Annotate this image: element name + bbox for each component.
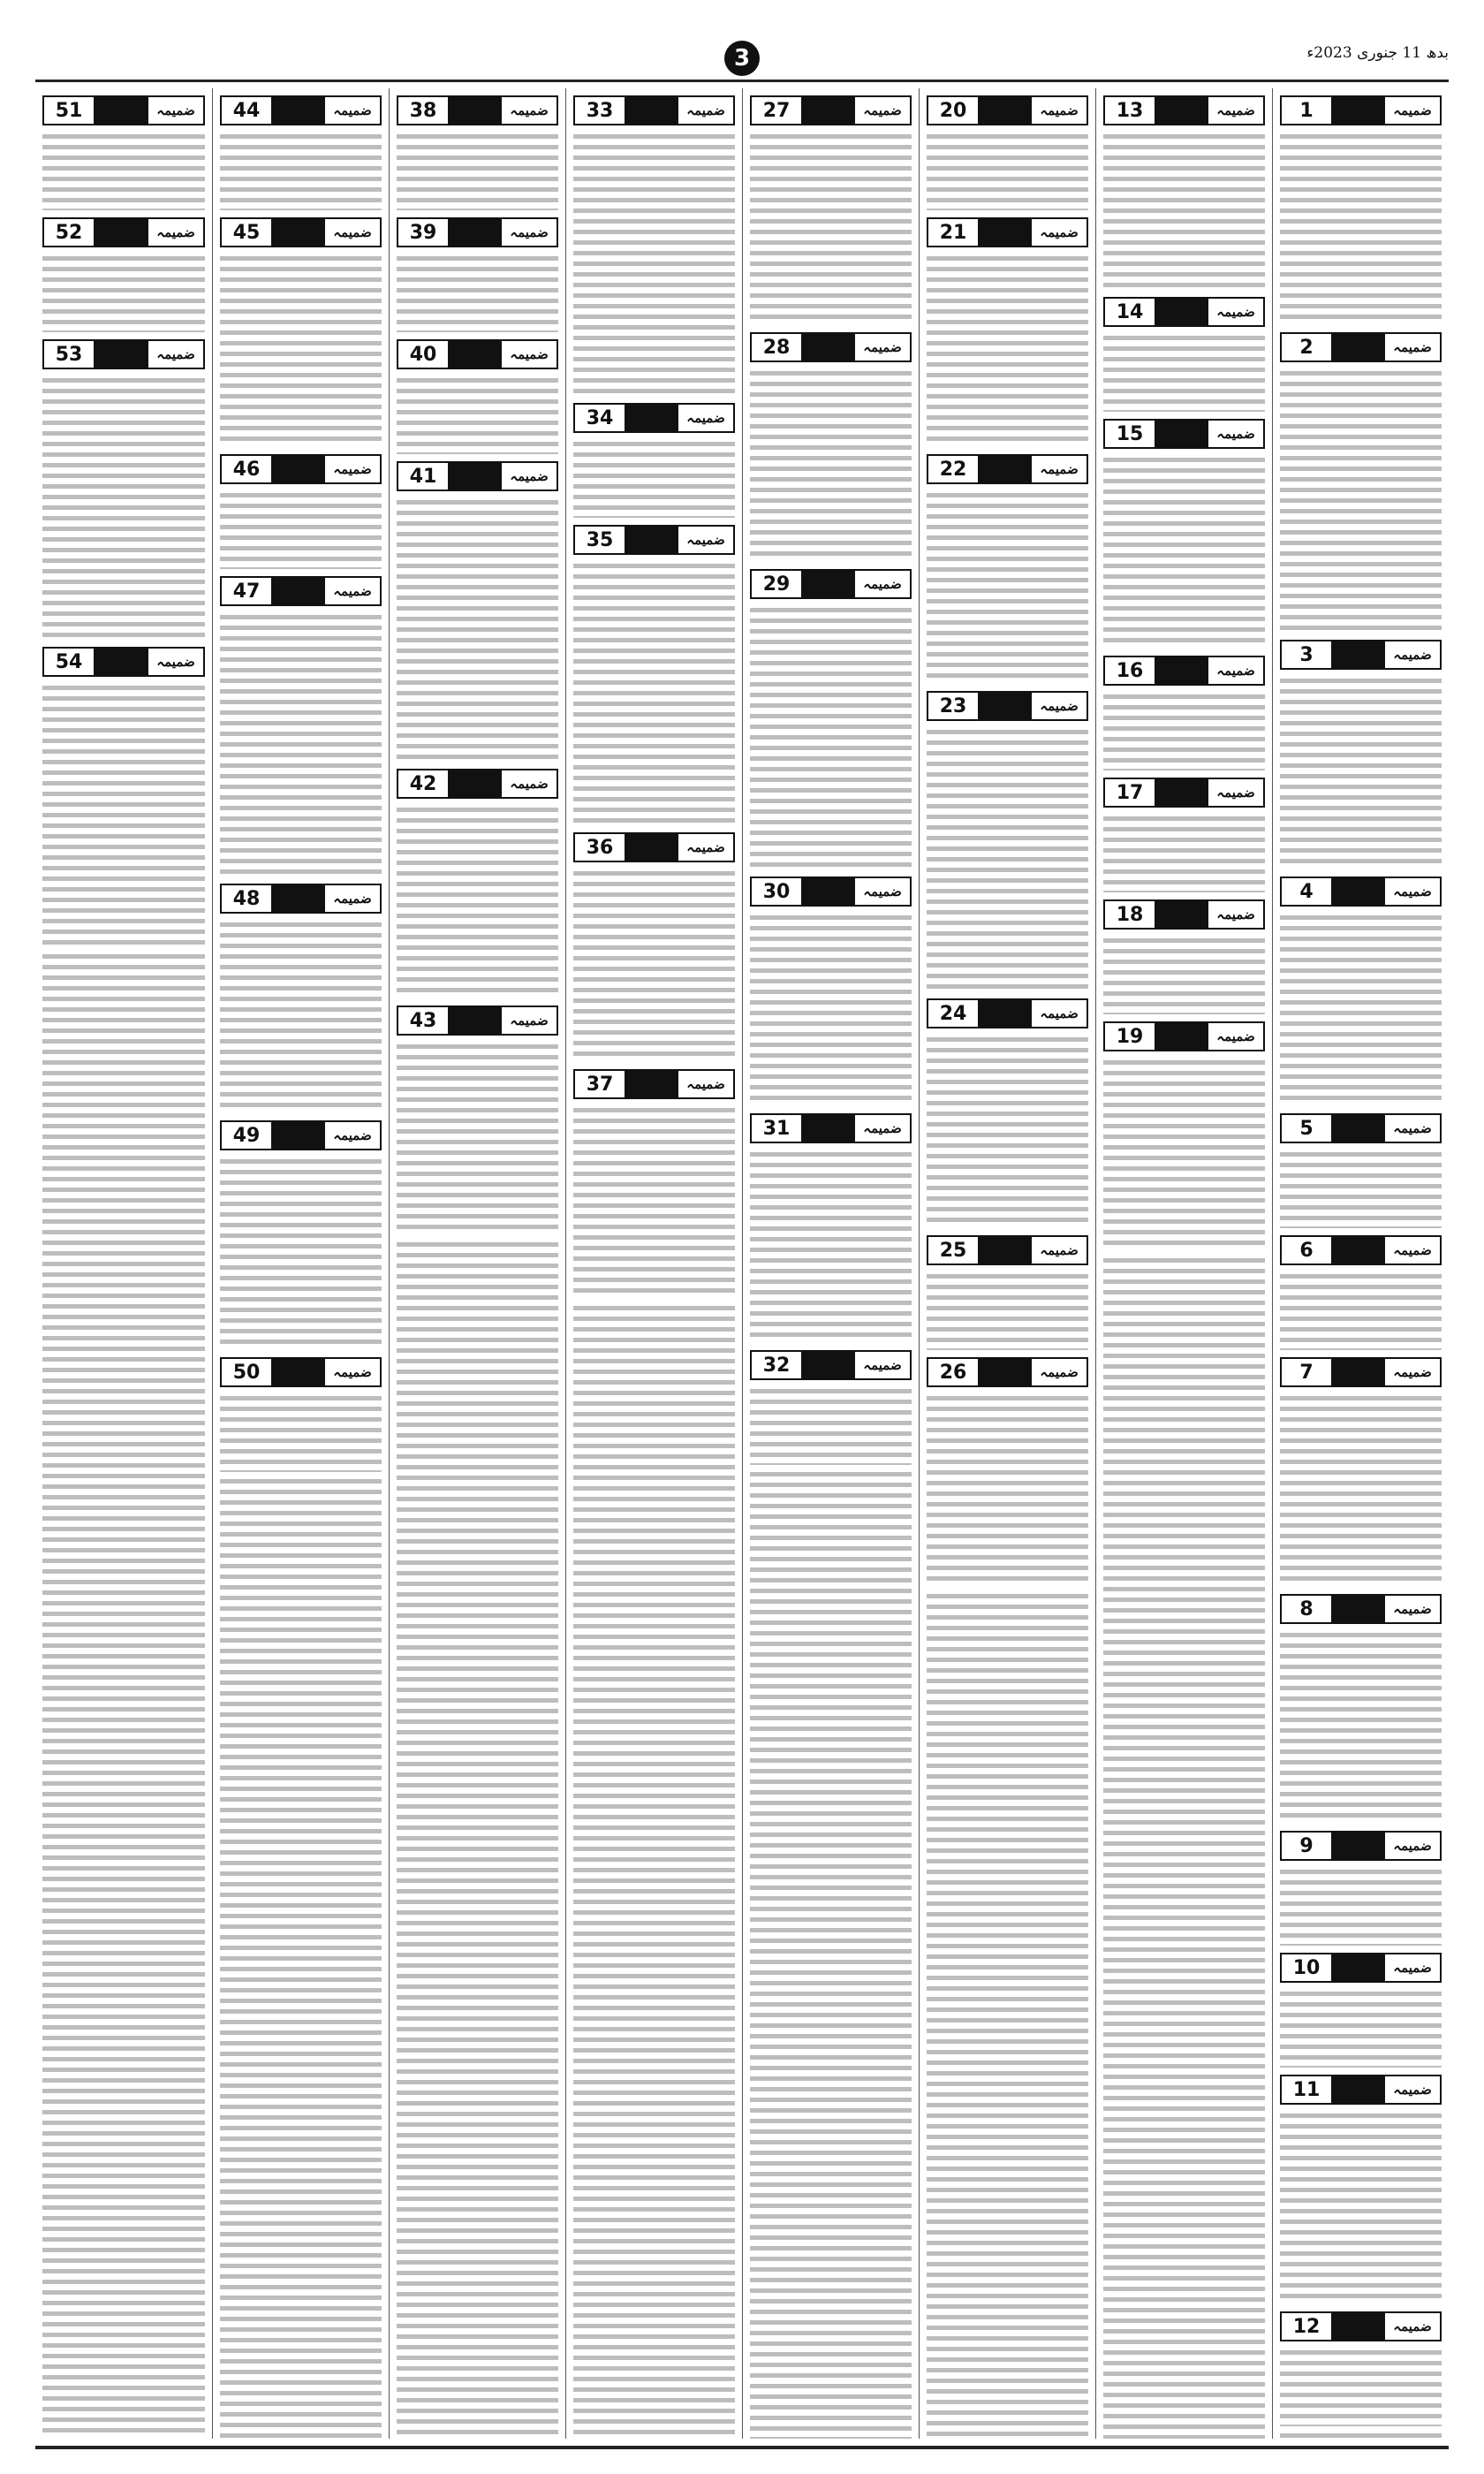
ad-header: [573, 95, 735, 125]
ad-header: [573, 832, 735, 862]
ad-section-label: ضمیمہ: [1385, 97, 1440, 124]
ad-header-bar: [1155, 97, 1208, 124]
ad-header: [1280, 2075, 1442, 2105]
ad-header: [1103, 778, 1265, 808]
ad-body-text: [1280, 131, 1442, 325]
ad-header-bar: [625, 97, 678, 124]
ad-header: [397, 217, 558, 247]
ad-header: [1280, 877, 1442, 907]
ad-number: 9: [1282, 1833, 1331, 1859]
ad-section-label: ضمیمہ: [1208, 901, 1263, 928]
ad-section-label: ضمیمہ: [855, 1352, 910, 1378]
ad-section-label: ضمیمہ: [148, 219, 203, 246]
ad-section-label: ضمیمہ: [678, 405, 733, 431]
ad-header-bar: [1331, 97, 1385, 124]
ad-number: 37: [575, 1071, 625, 1097]
ad-header: [220, 217, 382, 247]
ad-header-bar: [271, 578, 325, 604]
ad-header-bar: [978, 1359, 1032, 1385]
ad-number: 33: [575, 97, 625, 124]
ad-header: [220, 1120, 382, 1150]
column-body-text: [397, 1239, 558, 2439]
ad-body-text: [1280, 1393, 1442, 1587]
ad-header-bar: [1331, 1237, 1385, 1264]
ad-header-bar: [978, 456, 1032, 482]
ad-body-text: [1280, 1629, 1442, 1824]
ad-header-bar: [271, 1359, 325, 1385]
header-rule: [35, 80, 1449, 82]
ad-number: 26: [928, 1359, 978, 1385]
ad-section-label: ضمیمہ: [1208, 421, 1263, 447]
ad-header: [1280, 332, 1442, 362]
ad-header: [220, 1357, 382, 1387]
ad-number: 25: [928, 1237, 978, 1264]
ad-body-text: [397, 804, 558, 998]
ad-section-label: ضمیمہ: [325, 578, 380, 604]
ad-header: [750, 877, 912, 907]
ad-header: [927, 217, 1088, 247]
ad-header-bar: [271, 1122, 325, 1149]
ad-header-bar: [1331, 1954, 1385, 1981]
ad-header-bar: [1331, 2076, 1385, 2103]
ad-section-label: ضمیمہ: [1208, 1023, 1263, 1050]
ad-number: 31: [752, 1115, 801, 1142]
ad-number: 24: [928, 1000, 978, 1027]
column-body-text: [42, 951, 205, 2439]
ad-header: [397, 769, 558, 799]
ad-body-text: [42, 131, 205, 210]
ad-header: [220, 884, 382, 914]
ad-body-text: [1280, 2110, 1442, 2304]
ad-header: [1280, 95, 1442, 125]
ad-header-bar: [448, 463, 502, 489]
ad-header: [220, 95, 382, 125]
ad-body-text: [750, 131, 912, 325]
ad-body-text: [927, 1034, 1088, 1228]
ad-header-bar: [1331, 1833, 1385, 1859]
ad-section-label: ضمیمہ: [325, 1359, 380, 1385]
ad-header-bar: [625, 405, 678, 431]
ad-body-text: [220, 131, 382, 210]
ad-number: 14: [1105, 299, 1155, 325]
column-body-text: [927, 1590, 1088, 2439]
ad-body-text: [1280, 1988, 1442, 2068]
ad-section-label: ضمیمہ: [678, 1071, 733, 1097]
ad-number: 38: [398, 97, 448, 124]
newspaper-columns: [35, 88, 1449, 2439]
ad-body-text: [927, 253, 1088, 447]
ad-number: 10: [1282, 1954, 1331, 1981]
ad-number: 54: [44, 649, 94, 675]
ad-number: 16: [1105, 657, 1155, 684]
ad-header: [1280, 1594, 1442, 1624]
ad-header-bar: [1331, 2313, 1385, 2340]
ad-header-bar: [448, 219, 502, 246]
ad-body-text: [1103, 332, 1265, 412]
ad-number: 7: [1282, 1359, 1331, 1385]
ad-number: 8: [1282, 1596, 1331, 1622]
ad-section-label: ضمیمہ: [1385, 334, 1440, 360]
ad-body-text: [220, 1156, 382, 1350]
ad-number: 15: [1105, 421, 1155, 447]
ad-section-label: ضمیمہ: [148, 649, 203, 675]
ad-header-bar: [271, 219, 325, 246]
ad-section-label: ضمیمہ: [1385, 1359, 1440, 1385]
ad-number: 41: [398, 463, 448, 489]
ad-section-label: ضمیمہ: [1385, 1954, 1440, 1981]
ad-header: [1103, 1021, 1265, 1051]
ad-number: 42: [398, 770, 448, 797]
ad-header-bar: [94, 97, 148, 124]
ad-number: 20: [928, 97, 978, 124]
ad-header: [42, 339, 205, 369]
ad-header: [750, 569, 912, 599]
ad-body-text: [927, 131, 1088, 210]
ad-body-text: [573, 438, 735, 518]
ad-header-bar: [271, 97, 325, 124]
ad-header: [1280, 1953, 1442, 1983]
ad-number: 29: [752, 571, 801, 597]
ad-header: [1103, 297, 1265, 327]
ad-header-bar: [978, 97, 1032, 124]
ad-header-bar: [1155, 901, 1208, 928]
ad-header-bar: [801, 1115, 855, 1142]
ad-section-label: ضمیمہ: [1208, 299, 1263, 325]
ad-number: 6: [1282, 1237, 1331, 1264]
ad-column: [1272, 88, 1449, 2439]
ad-number: 48: [222, 885, 271, 912]
ad-header: [42, 95, 205, 125]
ad-header: [573, 525, 735, 555]
ad-number: 43: [398, 1007, 448, 1034]
ad-section-label: ضمیمہ: [1032, 97, 1086, 124]
ad-header: [1280, 640, 1442, 670]
ad-section-label: ضمیمہ: [855, 571, 910, 597]
ad-section-label: ضمیمہ: [1032, 1237, 1086, 1264]
ad-section-label: ضمیمہ: [855, 334, 910, 360]
ad-body-text: [397, 253, 558, 332]
ad-number: 17: [1105, 779, 1155, 806]
ad-body-text: [220, 611, 382, 877]
page-number-badge: 3: [724, 41, 760, 76]
ad-section-label: ضمیمہ: [502, 341, 556, 368]
ad-section-label: ضمیمہ: [1032, 1000, 1086, 1027]
ad-section-label: ضمیمہ: [1032, 1359, 1086, 1385]
ad-header: [927, 1235, 1088, 1265]
ad-number: 40: [398, 341, 448, 368]
ad-section-label: ضمیمہ: [1385, 1833, 1440, 1859]
ad-header: [220, 454, 382, 484]
ad-body-text: [397, 497, 558, 762]
ad-section-label: ضمیمہ: [678, 97, 733, 124]
ad-number: 34: [575, 405, 625, 431]
ad-section-label: ضمیمہ: [148, 341, 203, 368]
ad-number: 21: [928, 219, 978, 246]
ad-header-bar: [801, 97, 855, 124]
ad-section-label: ضمیمہ: [502, 770, 556, 797]
ad-body-text: [573, 560, 735, 825]
ad-body-text: [1280, 368, 1442, 633]
ad-header: [397, 95, 558, 125]
ad-column: [565, 88, 742, 2439]
ad-section-label: ضمیمہ: [1385, 878, 1440, 905]
ad-header: [750, 1113, 912, 1143]
ad-column: [35, 88, 212, 2439]
ad-header-bar: [801, 878, 855, 905]
ad-number: 51: [44, 97, 94, 124]
ad-header-bar: [801, 1352, 855, 1378]
ad-header-bar: [978, 693, 1032, 719]
ad-section-label: ضمیمہ: [855, 1115, 910, 1142]
ad-body-text: [397, 1041, 558, 1235]
ad-number: 32: [752, 1352, 801, 1378]
ad-header-bar: [625, 527, 678, 553]
ad-section-label: ضمیمہ: [325, 1122, 380, 1149]
ad-header: [1103, 95, 1265, 125]
ad-section-label: ضمیمہ: [325, 97, 380, 124]
ad-body-text: [220, 489, 382, 569]
ad-body-text: [750, 368, 912, 562]
ad-column: [212, 88, 389, 2439]
ad-header-bar: [448, 770, 502, 797]
ad-header-bar: [448, 341, 502, 368]
ad-header-bar: [978, 1237, 1032, 1264]
ad-section-label: ضمیمہ: [1385, 2076, 1440, 2103]
column-body-text: [220, 1476, 382, 2439]
column-body-text: [750, 1468, 912, 2439]
ad-body-text: [1280, 1149, 1442, 1228]
ad-number: 39: [398, 219, 448, 246]
ad-header: [1103, 899, 1265, 930]
ad-body-text: [573, 131, 735, 396]
ad-body-text: [573, 868, 735, 1062]
ad-number: 2: [1282, 334, 1331, 360]
ad-number: 47: [222, 578, 271, 604]
ad-section-label: ضمیمہ: [1032, 456, 1086, 482]
ad-body-text: [750, 912, 912, 1106]
ad-header: [220, 576, 382, 606]
ad-header-bar: [448, 1007, 502, 1034]
ad-body-text: [1280, 675, 1442, 869]
ad-header-bar: [625, 834, 678, 861]
ad-header: [927, 454, 1088, 484]
ad-header-bar: [1331, 641, 1385, 668]
ad-body-text: [573, 1104, 735, 1299]
ad-header-bar: [94, 341, 148, 368]
ad-header-bar: [1155, 657, 1208, 684]
date-line: بدھ 11 جنوری 2023ء: [1306, 44, 1449, 62]
ad-section-label: ضمیمہ: [1032, 693, 1086, 719]
ad-body-text: [220, 253, 382, 447]
ad-section-label: ضمیمہ: [1208, 779, 1263, 806]
ad-section-label: ضمیمہ: [855, 97, 910, 124]
ad-body-text: [1103, 813, 1265, 892]
ad-number: 30: [752, 878, 801, 905]
ad-section-label: ضمیمہ: [502, 97, 556, 124]
ad-header-bar: [1155, 779, 1208, 806]
column-body-text: [1280, 2430, 1442, 2439]
ad-header-bar: [1331, 334, 1385, 360]
ad-section-label: ضمیمہ: [1208, 657, 1263, 684]
ad-column: [389, 88, 565, 2439]
ad-header-bar: [1331, 1596, 1385, 1622]
ad-header-bar: [1331, 878, 1385, 905]
ad-section-label: ضمیمہ: [502, 463, 556, 489]
ad-header-bar: [271, 885, 325, 912]
ad-body-text: [750, 1385, 912, 1465]
ad-number: 19: [1105, 1023, 1155, 1050]
ad-section-label: ضمیمہ: [1385, 641, 1440, 668]
ad-number: 18: [1105, 901, 1155, 928]
ad-body-text: [1103, 131, 1265, 290]
ad-number: 12: [1282, 2313, 1331, 2340]
ad-body-text: [1103, 935, 1265, 1014]
footer-rule: [35, 2446, 1449, 2449]
ad-header-bar: [1155, 421, 1208, 447]
ad-header-bar: [801, 571, 855, 597]
ad-section-label: ضمیمہ: [148, 97, 203, 124]
ad-header-bar: [1331, 1359, 1385, 1385]
ad-body-text: [750, 1149, 912, 1343]
ad-header-bar: [978, 1000, 1032, 1027]
ad-number: 28: [752, 334, 801, 360]
column-body-text: [573, 1302, 735, 2439]
ad-section-label: ضمیمہ: [1385, 1596, 1440, 1622]
ad-body-text: [42, 682, 205, 947]
ad-body-text: [1103, 691, 1265, 770]
ad-number: 52: [44, 219, 94, 246]
ad-body-text: [927, 1393, 1088, 1587]
ad-header: [42, 217, 205, 247]
ad-header: [1280, 1357, 1442, 1387]
ad-section-label: ضمیمہ: [678, 834, 733, 861]
ad-header: [1280, 1113, 1442, 1143]
ad-header-bar: [801, 334, 855, 360]
ad-section-label: ضمیمہ: [1385, 2313, 1440, 2340]
ad-body-text: [397, 131, 558, 210]
ad-section-label: ضمیمہ: [678, 527, 733, 553]
ad-section-label: ضمیمہ: [1385, 1115, 1440, 1142]
ad-section-label: ضمیمہ: [502, 1007, 556, 1034]
ad-header-bar: [1155, 299, 1208, 325]
ad-header: [573, 403, 735, 433]
ad-number: 36: [575, 834, 625, 861]
ad-section-label: ضمیمہ: [1208, 97, 1263, 124]
ad-header: [750, 95, 912, 125]
ad-body-text: [1280, 1271, 1442, 1350]
ad-section-label: ضمیمہ: [855, 878, 910, 905]
ad-number: 23: [928, 693, 978, 719]
ad-number: 1: [1282, 97, 1331, 124]
ad-number: 46: [222, 456, 271, 482]
ad-body-text: [220, 1393, 382, 1472]
ad-body-text: [927, 489, 1088, 684]
ad-header: [397, 339, 558, 369]
ad-header: [750, 1350, 912, 1380]
ad-header: [927, 691, 1088, 721]
ad-body-text: [927, 726, 1088, 991]
ad-number: 35: [575, 527, 625, 553]
ad-header: [397, 1006, 558, 1036]
ad-header: [397, 461, 558, 491]
ad-section-label: ضمیمہ: [325, 456, 380, 482]
ad-section-label: ضمیمہ: [325, 885, 380, 912]
ad-body-text: [397, 375, 558, 454]
ad-column: [742, 88, 919, 2439]
ad-number: 49: [222, 1122, 271, 1149]
ad-header: [1280, 1235, 1442, 1265]
ad-header-bar: [1155, 1023, 1208, 1050]
ad-number: 5: [1282, 1115, 1331, 1142]
ad-number: 11: [1282, 2076, 1331, 2103]
ad-header: [573, 1069, 735, 1099]
ad-header-bar: [978, 219, 1032, 246]
ad-body-text: [1280, 1866, 1442, 1946]
ad-header-bar: [625, 1071, 678, 1097]
ad-number: 50: [222, 1359, 271, 1385]
ad-header-bar: [271, 456, 325, 482]
ad-header: [1280, 2311, 1442, 2341]
ad-section-label: ضمیمہ: [325, 219, 380, 246]
ad-body-text: [1280, 912, 1442, 1106]
ad-header: [1103, 419, 1265, 449]
ad-column: [919, 88, 1095, 2439]
ad-number: 27: [752, 97, 801, 124]
ad-header: [927, 998, 1088, 1028]
ad-body-text: [1280, 2347, 1442, 2426]
ad-number: 22: [928, 456, 978, 482]
ad-section-label: ضمیمہ: [502, 219, 556, 246]
ad-header: [750, 332, 912, 362]
ad-header: [42, 647, 205, 677]
ad-section-label: ضمیمہ: [1032, 219, 1086, 246]
ad-header-bar: [1331, 1115, 1385, 1142]
ad-number: 4: [1282, 878, 1331, 905]
ad-body-text: [750, 604, 912, 869]
ad-body-text: [1103, 454, 1265, 649]
ad-section-label: ضمیمہ: [1385, 1237, 1440, 1264]
ad-body-text: [1103, 1057, 1265, 1251]
ad-header: [1280, 1831, 1442, 1861]
ad-header: [927, 95, 1088, 125]
ad-number: 3: [1282, 641, 1331, 668]
ad-body-text: [220, 919, 382, 1113]
ad-body-text: [927, 1271, 1088, 1350]
column-body-text: [1103, 1255, 1265, 2439]
ad-header-bar: [94, 649, 148, 675]
ad-body-text: [42, 253, 205, 332]
ad-header: [1103, 656, 1265, 686]
ad-column: [1095, 88, 1272, 2439]
ad-number: 44: [222, 97, 271, 124]
ad-header-bar: [448, 97, 502, 124]
ad-number: 13: [1105, 97, 1155, 124]
ad-header-bar: [94, 219, 148, 246]
ad-body-text: [42, 375, 205, 640]
ad-number: 45: [222, 219, 271, 246]
ad-header: [927, 1357, 1088, 1387]
ad-number: 53: [44, 341, 94, 368]
